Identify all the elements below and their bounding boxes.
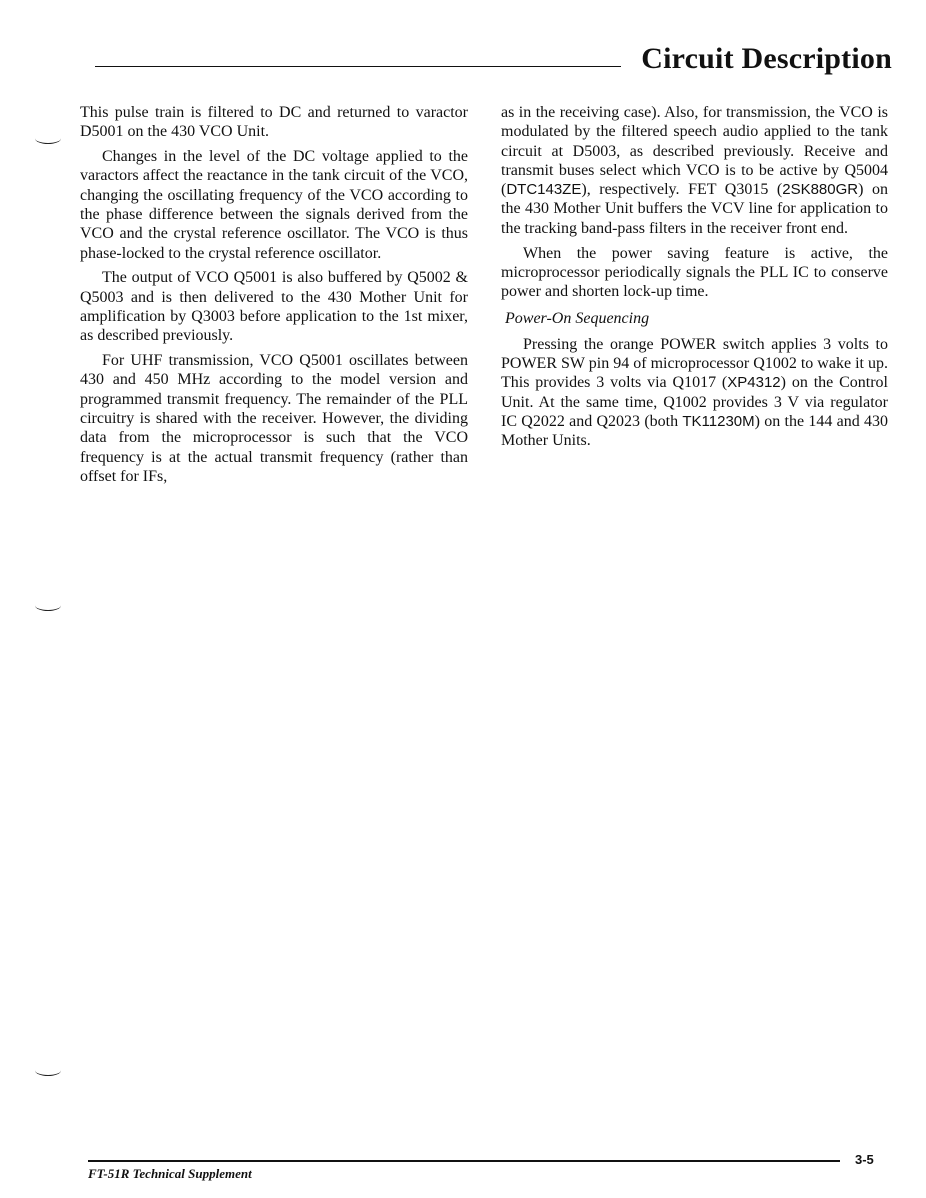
paragraph: This pulse train is filtered to DC and returned to varactor D5001 on the 430 VCO Unit. xyxy=(80,104,468,141)
header-rule xyxy=(95,66,621,67)
part-number: TK11230M xyxy=(682,412,755,430)
part-number: XP4312 xyxy=(727,374,781,392)
left-column xyxy=(80,103,468,492)
paragraph: Changes in the level of the DC voltage applied to the varactors affect the reactance in the tank circuit of the VCO, changing the oscillating frequency of the VCO according to the phase difference between the signals derived from the VCO and the crystal reference oscillator. The VCO is thus phase-locked to the crystal reference oscillator. xyxy=(80,148,468,262)
text-run: as in the receiving case). Also, for transmission, the VCO is modulated by the filtered speech audio applied to the tank circuit at D5003, as described previously. Receive and transmit buses select which VCO is to be active by Q5004 ( xyxy=(501,104,888,199)
binder-hole-mark xyxy=(35,1065,61,1076)
document-title: FT-51R Technical Supplement xyxy=(88,1166,252,1181)
binder-hole-mark xyxy=(35,600,61,611)
text-run: ) on the 430 Mother Unit buffers the VCV line for application to the tracking band-pass filters in the receiver front end. xyxy=(501,181,889,237)
right-column xyxy=(501,103,888,456)
page-title: Circuit Description xyxy=(641,42,892,75)
page-number: 3-5 xyxy=(855,1152,874,1167)
part-number: 2SK880GR xyxy=(782,181,859,199)
text-run: ) on the Control Unit. At the same time, Q1002 provides 3 V via regulator IC Q2022 and Q2023 (both xyxy=(501,374,889,430)
paragraph xyxy=(501,335,888,451)
paragraph xyxy=(501,103,888,238)
binder-hole-mark xyxy=(35,133,61,144)
footer-rule xyxy=(88,1160,840,1162)
text-run: ), respectively. FET Q3015 ( xyxy=(581,181,783,199)
paragraph: The output of VCO Q5001 is also buffered by Q5002 & Q5003 and is then delivered to the 430 Mother Unit for amplification by Q3003 before application to the 1st mixer, as described previously. xyxy=(80,269,468,345)
text-run: ) on the 144 and 430 Mother Units. xyxy=(501,412,889,450)
paragraph: For UHF transmission, VCO Q5001 oscillates between 430 and 450 MHz according to the model version and programmed transmit frequency. The remainder of the PLL circuitry is shared with the receiver. However, the dividing data from the microprocessor is such that the VCO frequency is at the actual transmit frequency (rather than offset for IFs, xyxy=(80,352,468,485)
section-subheading: Power-On Sequencing xyxy=(505,310,650,328)
part-number: DTC143ZE xyxy=(506,181,582,199)
paragraph: When the power saving feature is active, the microprocessor periodically signals the PLL IC to conserve power and shorten lock-up time. xyxy=(501,244,888,301)
text-run: Pressing the orange POWER switch applies 3 volts to POWER SW pin 94 of microprocessor Q1002 to wake it up. This provides 3 volts via Q1017 ( xyxy=(501,335,888,392)
